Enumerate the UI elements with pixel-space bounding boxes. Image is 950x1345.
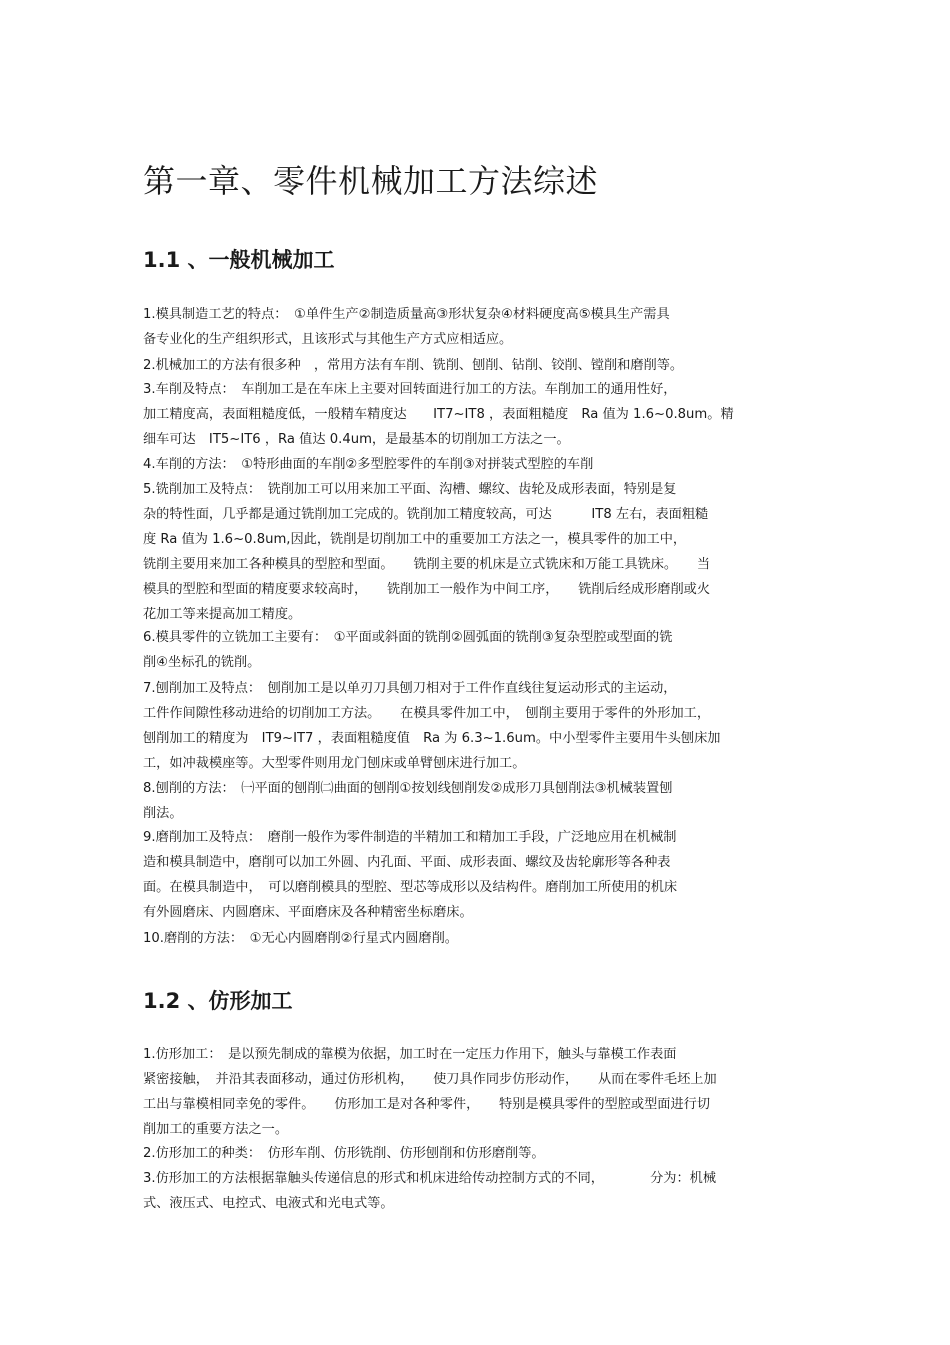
text-line: 细车可达 IT5~IT6 ，Ra 值达 0.4um，是最基本的切削加工方法之一。 — [143, 432, 570, 447]
text-line: 削加工的重要方法之一。 — [143, 1122, 289, 1137]
paragraph-1-2-2 — [143, 1141, 808, 1166]
text-line: 2.仿形加工的种类： 仿形车削、仿形铣削、仿形刨削和仿形磨削等。 — [143, 1146, 545, 1161]
paragraph-1-2-1 — [143, 1042, 808, 1142]
text-line: 模具的型腔和型面的精度要求较高时， 铣削加工一般作为中间工序， 铣削后经成形磨削或火 — [143, 582, 711, 597]
text-line: 花加工等来提高加工精度。 — [143, 607, 302, 622]
chapter-title: 第一章、零件机械加工方法综述 — [143, 162, 599, 200]
text-line: 削法。 — [143, 806, 183, 821]
text-line: 7.刨削加工及特点： 刨削加工是以单刃刀具刨刀相对于工件作直线往复运动形式的主运动， — [143, 681, 677, 696]
text-line: 9.磨削加工及特点： 磨削一般作为零件制造的半精加工和精加工手段，广泛地应用在机械制 — [143, 830, 677, 845]
text-line: 削④坐标孔的铣削。 — [143, 655, 261, 670]
text-line: 度 Ra 值为 1.6~0.8um,因此，铣削是切削加工中的重要加工方法之一，模具零件的加工中， — [143, 532, 687, 547]
text-line: 2.机械加工的方法有很多种 ，常用方法有车削、铣削、刨削、钻削、铰削、镗削和磨削等。 — [143, 358, 684, 373]
text-line: 4.车削的方法： ①特形曲面的车削②多型腔零件的车削③对拼装式型腔的车削 — [143, 457, 594, 472]
paragraph-1-1-3 — [143, 377, 808, 452]
paragraph-1-1-6 — [143, 625, 808, 675]
text-line: 3.仿形加工的方法根据靠触头传递信息的形式和机床进给传动控制方式的不同， 分为：机械 — [143, 1171, 717, 1186]
text-line: 备专业化的生产组织形式，且该形式与其他生产方式应相适应。 — [143, 332, 513, 347]
text-line: 工件作间隙性移动进给的切削加工方法。 在模具零件加工中， 刨削主要用于零件的外形加工， — [143, 706, 711, 721]
text-line: 刨削加工的精度为 IT9~IT7 ，表面粗糙度值 Ra 为 6.3~1.6um。中小型零件主要用牛头刨床加 — [143, 731, 721, 746]
text-line: 工出与靠模相同幸免的零件。 仿形加工是对各种零件， 特别是模具零件的型腔或型面进行切 — [143, 1097, 711, 1112]
text-line: 紧密接触， 并沿其表面移动，通过仿形机构， 使刀具作同步仿形动作， 从而在零件毛坯上加 — [143, 1072, 717, 1087]
text-line: 1.仿形加工： 是以预先制成的靠模为依据，加工时在一定压力作用下，触头与靠模工作表面 — [143, 1047, 677, 1062]
paragraph-1-2-3 — [143, 1166, 808, 1216]
paragraph-1-1-8 — [143, 776, 808, 826]
paragraph-1-1-9 — [143, 825, 808, 925]
section-title-1-2: 1.2 、仿形加工 — [143, 989, 293, 1013]
paragraph-1-1-10 — [143, 926, 808, 951]
text-line: 有外圆磨床、内圆磨床、平面磨床及各种精密坐标磨床。 — [143, 905, 473, 920]
section-title-1-1: 1.1 、一般机械加工 — [143, 248, 335, 272]
text-line: 8.刨削的方法： ㈠平面的刨削㈡曲面的刨削①按划线刨削发②成形刀具刨削法③机械装置刨 — [143, 781, 673, 796]
text-line: 6.模具零件的立铣加工主要有： ①平面或斜面的铣削②圆弧面的铣削③复杂型腔或型面的铣 — [143, 630, 673, 645]
text-line: 造和模具制造中，磨削可以加工外圆、内孔面、平面、成形表面、螺纹及齿轮廓形等各种表 — [143, 855, 671, 870]
text-line: 面。在模具制造中， 可以磨削模具的型腔、型芯等成形以及结构件。磨削加工所使用的机床 — [143, 880, 678, 895]
text-line: 杂的特性面，几乎都是通过铣削加工完成的。铣削加工精度较高，可达 IT8 左右，表面粗糙 — [143, 507, 709, 522]
paragraph-1-1-7 — [143, 676, 808, 776]
paragraph-1-1-1 — [143, 302, 808, 352]
paragraph-1-1-2 — [143, 353, 808, 378]
text-line: 3.车削及特点： 车削加工是在车床上主要对回转面进行加工的方法。车削加工的通用性好， — [143, 382, 677, 397]
text-line: 1.模具制造工艺的特点： ①单件生产②制造质量高③形状复杂④材料硬度高⑤模具生产需具 — [143, 307, 670, 322]
text-line: 铣削主要用来加工各种模具的型腔和型面。 铣削主要的机床是立式铣床和万能工具铣床。 当 — [143, 557, 711, 572]
paragraph-1-1-4 — [143, 452, 808, 477]
text-line: 式、液压式、电控式、电液式和光电式等。 — [143, 1196, 394, 1211]
text-line: 10.磨削的方法： ①无心内圆磨削②行星式内圆磨削。 — [143, 931, 458, 946]
text-line: 加工精度高，表面粗糙度低，一般精车精度达 IT7~IT8 ，表面粗糙度 Ra 值为 1.6~0.8um。精 — [143, 407, 734, 422]
paragraph-1-1-5 — [143, 477, 808, 627]
text-line: 5.铣削加工及特点： 铣削加工可以用来加工平面、沟槽、螺纹、齿轮及成形表面，特别是复 — [143, 482, 677, 497]
text-line: 工，如冲裁模座等。大型零件则用龙门刨床或单臂刨床进行加工。 — [143, 756, 526, 771]
